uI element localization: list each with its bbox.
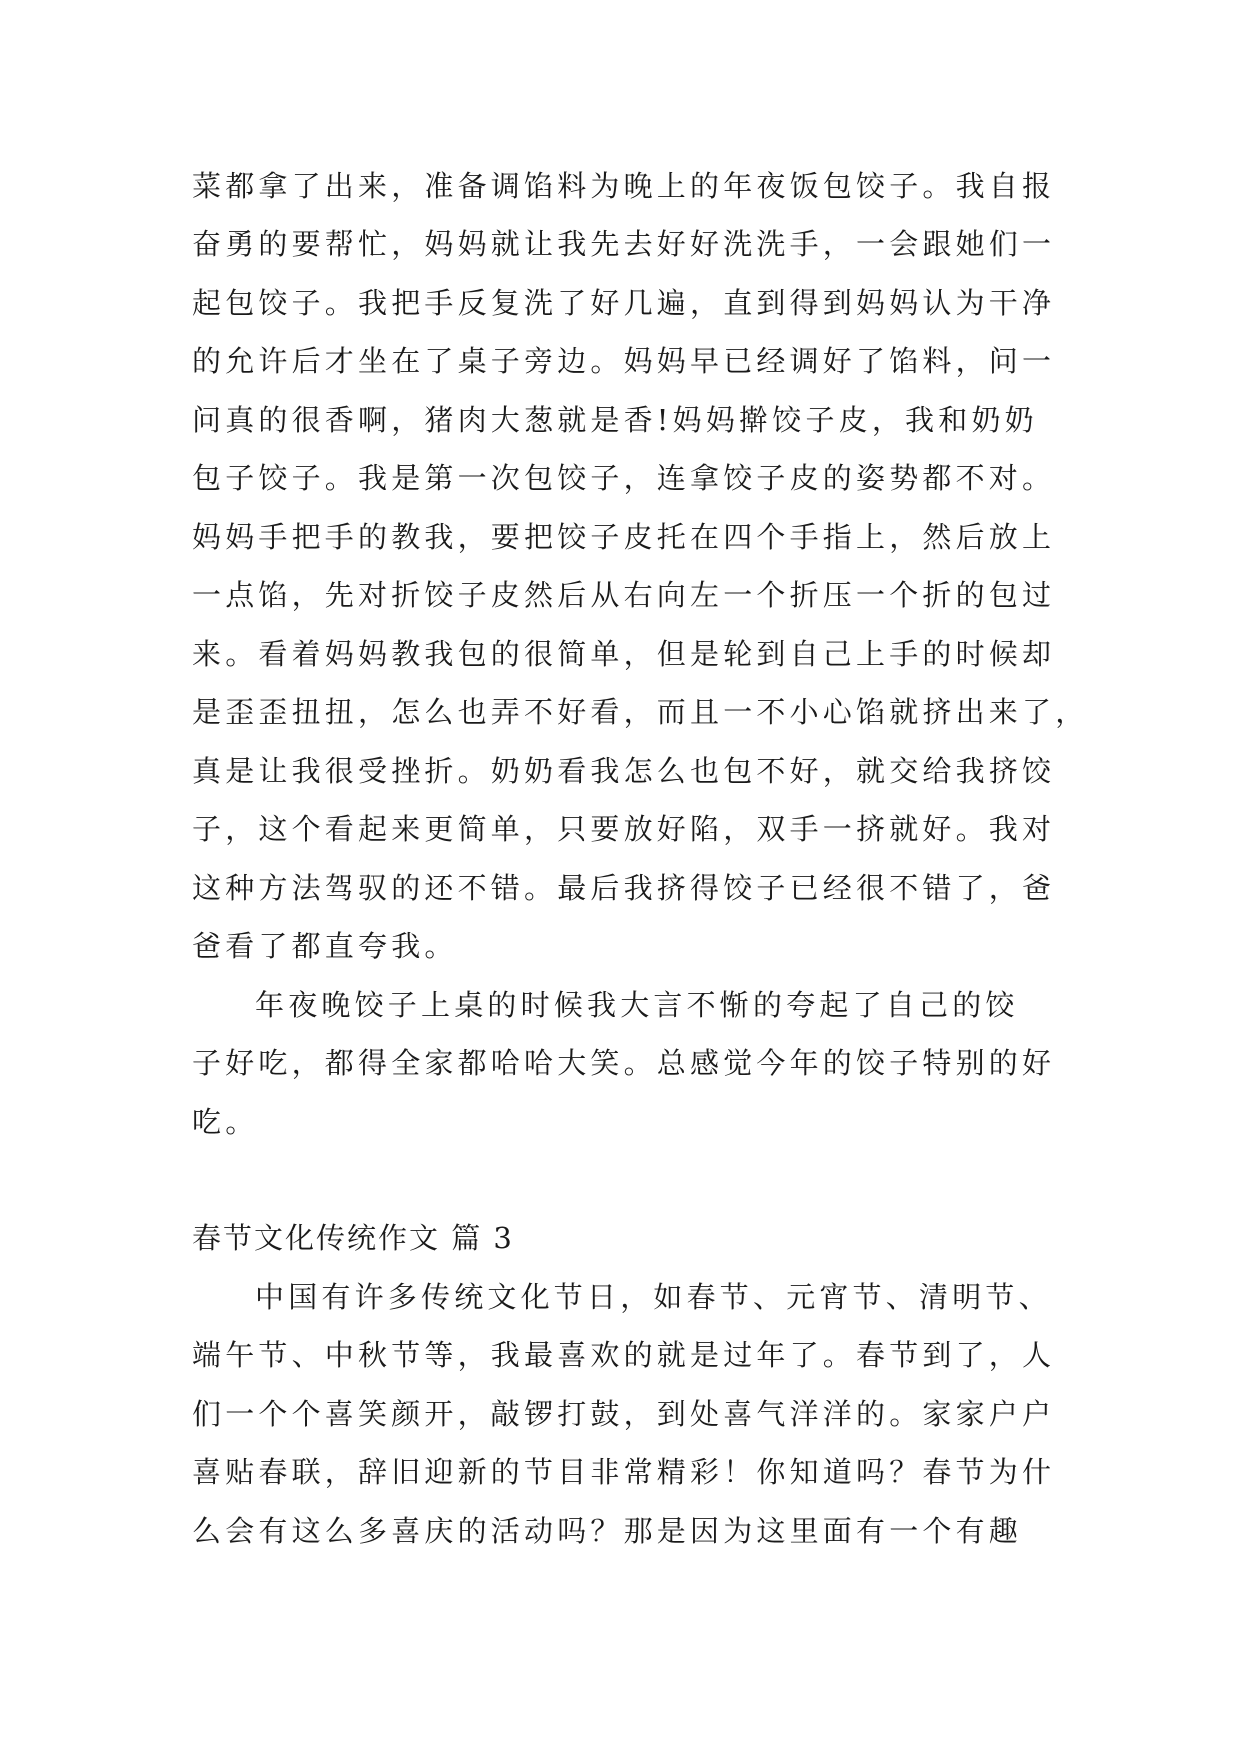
paragraph-line: 们一个个喜笑颜开，敲锣打鼓，到处喜气洋洋的。家家户户 (192, 1397, 1056, 1431)
paragraph-line: 么会有这么多喜庆的活动吗？那是因为这里面有一个有趣 (192, 1514, 1023, 1548)
paragraph-line: 中国有许多传统文化节日，如春节、元宵节、清明节、 (255, 1280, 1052, 1314)
section-heading: 春节文化传统作文 篇 3 (192, 1221, 514, 1255)
paragraph-line: 是歪歪扭扭，怎么也弄不好看，而且一不小心馅就挤出来了， (192, 695, 1089, 729)
paragraph-line: 真是让我很受挫折。奶奶看我怎么也包不好，就交给我挤饺 (192, 754, 1056, 788)
paragraph-line: 包子饺子。我是第一次包饺子，连拿饺子皮的姿势都不对。 (192, 461, 1056, 495)
paragraph-line: 这种方法驾驭的还不错。最后我挤得饺子已经很不错了，爸 (192, 871, 1056, 905)
paragraph-line: 子好吃，都得全家都哈哈大笑。总感觉今年的饺子特别的好 (192, 1046, 1056, 1080)
paragraph-line: 年夜晚饺子上桌的时候我大言不惭的夸起了自己的饺 (255, 988, 1019, 1022)
paragraph-line: 爸看了都直夸我。 (192, 929, 458, 963)
paragraph-line: 妈妈手把手的教我，要把饺子皮托在四个手指上，然后放上 (192, 520, 1056, 554)
paragraph-line: 起包饺子。我把手反复洗了好几遍，直到得到妈妈认为干净 (192, 286, 1056, 320)
paragraph-line: 喜贴春联，辞旧迎新的节目非常精彩！你知道吗？春节为什 (192, 1455, 1056, 1489)
paragraph-line: 奋勇的要帮忙，妈妈就让我先去好好洗洗手，一会跟她们一 (192, 227, 1056, 261)
paragraph-line: 来。看着妈妈教我包的很简单，但是轮到自己上手的时候却 (192, 637, 1056, 671)
paragraph-line: 菜都拿了出来，准备调馅料为晚上的年夜饭包饺子。我自报 (192, 169, 1056, 203)
paragraph-line: 吃。 (192, 1105, 259, 1139)
paragraph-line: 子，这个看起来更简单，只要放好陷，双手一挤就好。我对 (192, 812, 1056, 846)
paragraph-line: 端午节、中秋节等，我最喜欢的就是过年了。春节到了，人 (192, 1338, 1056, 1372)
paragraph-line: 的允许后才坐在了桌子旁边。妈妈早已经调好了馅料，问一 (192, 344, 1056, 378)
paragraph-line: 一点馅，先对折饺子皮然后从右向左一个折压一个折的包过 (192, 578, 1056, 612)
paragraph-line: 问真的很香啊，猪肉大葱就是香!妈妈擀饺子皮，我和奶奶 (192, 403, 1038, 437)
